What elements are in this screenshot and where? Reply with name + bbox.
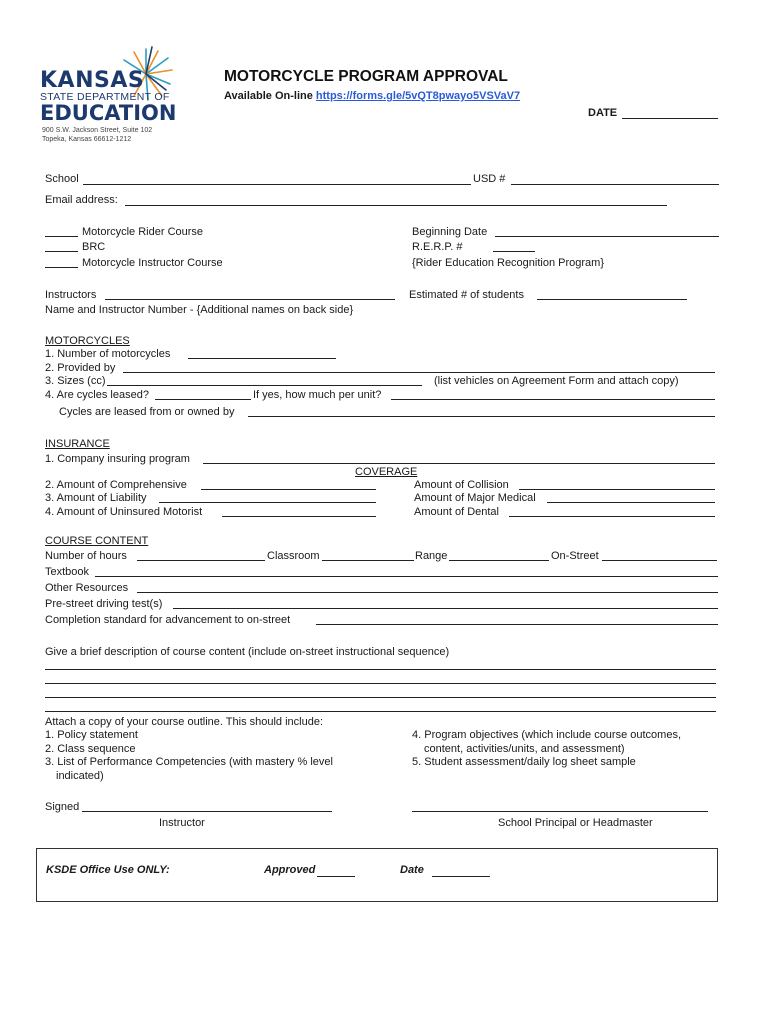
instructor-course-check[interactable]	[45, 267, 78, 268]
description-line-1[interactable]	[45, 669, 716, 670]
available-online	[224, 90, 520, 103]
signed-label: Signed	[45, 801, 80, 813]
leased-from-label: Cycles are leased from or owned by	[59, 406, 235, 418]
liability-label: 3. Amount of Liability	[45, 492, 147, 504]
approved-label: Approved	[264, 864, 316, 876]
insurance-heading: INSURANCE	[45, 438, 110, 450]
attach-item-3b: indicated)	[56, 770, 104, 782]
office-date-label: Date	[400, 864, 424, 876]
description-prompt: Give a brief description of course content (include on-street instructional sequence)	[45, 646, 450, 658]
completion-label: Completion standard for advancement to on-street	[45, 614, 291, 626]
attach-item-1: 1. Policy statement	[45, 729, 138, 741]
leased-from-field[interactable]	[248, 416, 715, 417]
school-field[interactable]	[83, 184, 471, 185]
classroom-label: Classroom	[267, 550, 320, 562]
leased-label: 4. Are cycles leased?	[45, 389, 149, 401]
description-line-3[interactable]	[45, 697, 716, 698]
attach-item-3a: 3. List of Performance Competencies (with mastery % level	[45, 756, 333, 768]
page-title: MOTORCYCLE PROGRAM APPROVAL	[224, 68, 508, 85]
range-label: Range	[415, 550, 448, 562]
textbook-field[interactable]	[95, 576, 718, 577]
comprehensive-label: 2. Amount of Comprehensive	[45, 479, 187, 491]
dental-label: Amount of Dental	[414, 506, 499, 518]
textbook-label: Textbook	[45, 566, 90, 578]
instructor-course-label: Motorcycle Instructor Course	[82, 257, 223, 269]
description-line-4[interactable]	[45, 711, 716, 712]
instructor-signature-field[interactable]	[82, 811, 332, 812]
email-field[interactable]	[125, 205, 667, 206]
school-label: School	[45, 173, 79, 185]
logo-education: EDUCATION	[40, 101, 177, 125]
attach-intro: Attach a copy of your course outline. This should include:	[45, 716, 324, 728]
classroom-field[interactable]	[322, 560, 414, 561]
attach-item-5: 5. Student assessment/daily log sheet sample	[412, 756, 636, 768]
description-line-2[interactable]	[45, 683, 716, 684]
estimated-students-label: Estimated # of students	[409, 289, 524, 301]
available-label: Available On-line	[224, 90, 313, 102]
attach-item-2: 2. Class sequence	[45, 743, 136, 755]
rerp-full-label: {Rider Education Recognition Program}	[412, 257, 605, 269]
motorcycles-heading: MOTORCYCLES	[45, 335, 130, 347]
attach-item-4b: content, activities/units, and assessment)	[424, 743, 625, 755]
course-content-heading: COURSE CONTENT	[45, 535, 149, 547]
instructor-caption: Instructor	[159, 817, 205, 829]
brc-label: BRC	[82, 241, 106, 253]
cost-per-unit-label: If yes, how much per unit?	[253, 389, 382, 401]
pre-street-field[interactable]	[173, 608, 718, 609]
comprehensive-field[interactable]	[201, 489, 376, 490]
approved-field[interactable]	[317, 876, 355, 877]
liability-field[interactable]	[159, 502, 376, 503]
coverage-heading: COVERAGE	[355, 466, 418, 478]
usd-field[interactable]	[511, 184, 719, 185]
date-field[interactable]	[622, 118, 718, 119]
leased-field[interactable]	[155, 399, 251, 400]
insurance-company-label: 1. Company insuring program	[45, 453, 190, 465]
beginning-date-label: Beginning Date	[412, 226, 488, 238]
instructors-field[interactable]	[105, 299, 395, 300]
principal-signature-field[interactable]	[412, 811, 708, 812]
hours-field[interactable]	[137, 560, 265, 561]
hours-label: Number of hours	[45, 550, 127, 562]
num-motorcycles-field[interactable]	[188, 358, 336, 359]
sizes-note: (list vehicles on Agreement Form and attach copy)	[434, 375, 679, 387]
office-date-field[interactable]	[432, 876, 490, 877]
other-resources-label: Other Resources	[45, 582, 129, 594]
rerp-field[interactable]	[493, 251, 535, 252]
form-link[interactable]: https://forms.gle/5vQT8pwayo5VSVaV7	[315, 90, 521, 102]
instructor-name-note: Name and Instructor Number - {Additional names on back side}	[45, 304, 354, 316]
rider-course-label: Motorcycle Rider Course	[82, 226, 204, 238]
rerp-label: R.E.R.P. #	[412, 241, 463, 253]
provided-by-label: 2. Provided by	[45, 362, 116, 374]
brc-check[interactable]	[45, 251, 78, 252]
cost-per-unit-field[interactable]	[391, 399, 715, 400]
office-use-label: KSDE Office Use ONLY:	[46, 864, 170, 876]
beginning-date-field[interactable]	[495, 236, 719, 237]
major-medical-field[interactable]	[547, 502, 715, 503]
provided-by-field[interactable]	[123, 372, 715, 373]
uninsured-label: 4. Amount of Uninsured Motorist	[45, 506, 203, 518]
pre-street-label: Pre-street driving test(s)	[45, 598, 163, 610]
instructors-label: Instructors	[45, 289, 97, 301]
estimated-students-field[interactable]	[537, 299, 687, 300]
collision-label: Amount of Collision	[414, 479, 509, 491]
num-motorcycles-label: 1. Number of motorcycles	[45, 348, 171, 360]
rider-course-check[interactable]	[45, 236, 78, 237]
principal-caption: School Principal or Headmaster	[498, 817, 653, 829]
collision-field[interactable]	[519, 489, 715, 490]
on-street-field[interactable]	[602, 560, 717, 561]
logo-kansas: KANSAS	[40, 68, 145, 93]
major-medical-label: Amount of Major Medical	[414, 492, 536, 504]
on-street-label: On-Street	[551, 550, 599, 562]
uninsured-field[interactable]	[222, 516, 376, 517]
usd-label: USD #	[473, 173, 506, 185]
logo-state-department: STATE DEPARTMENT OF	[40, 91, 170, 103]
other-resources-field[interactable]	[137, 592, 718, 593]
sizes-label: 3. Sizes (cc)	[45, 375, 106, 387]
sizes-field[interactable]	[107, 385, 422, 386]
dental-field[interactable]	[509, 516, 715, 517]
attach-item-4a: 4. Program objectives (which include course outcomes,	[412, 729, 682, 741]
insurance-company-field[interactable]	[203, 463, 715, 464]
completion-field[interactable]	[316, 624, 718, 625]
email-label: Email address:	[45, 194, 118, 206]
logo-address-line2: Topeka, Kansas 66612-1212	[42, 136, 132, 143]
range-field[interactable]	[449, 560, 549, 561]
logo-address-line1: 900 S.W. Jackson Street, Suite 102	[42, 127, 153, 134]
date-label: DATE	[588, 107, 618, 119]
